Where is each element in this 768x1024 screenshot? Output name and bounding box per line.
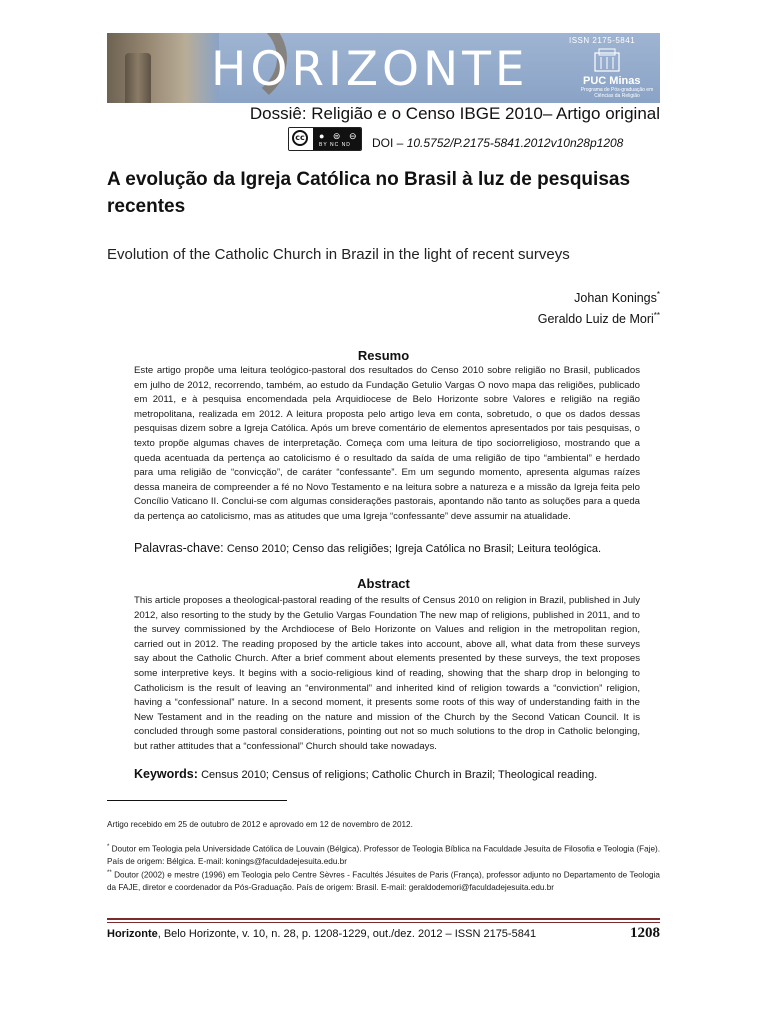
footnote-2 bbox=[107, 867, 660, 895]
footnote-received: Artigo recebido em 25 de outubro de 2012 e aprovado em 12 de novembro de 2012. bbox=[107, 820, 413, 829]
journal-name: HORIZONTE bbox=[211, 42, 529, 97]
license-text: BY NC ND bbox=[319, 142, 351, 148]
footer-journal-name: Horizonte bbox=[107, 928, 158, 940]
footnote-text: Doutor (2002) e mestre (1996) em Teologia pelo Centre Sèvres - Facultés Jésuites de Paris (França), professor adjunto no Departamento de Teologia da FAJE, diretor e coordenador da Pós-Graduação. País de origem: Brasil. E-mail: geraldodemori@faculdadejesuita.edu.br bbox=[107, 870, 660, 893]
footnote-text: Doutor em Teologia pela Universidade Católica de Louvain (Bélgica). Professor de Teologia Bíblica na Faculdade Jesuíta de Filosofia e Teologia (Faje). País de origem: Bélgica. E-mail: konings@faculdadejesuita.edu.br bbox=[107, 844, 660, 867]
cc-logo-icon: cc bbox=[292, 130, 308, 146]
footnote-mark: * bbox=[107, 844, 110, 850]
license-icons: ● ⊜ ⊖ bbox=[319, 131, 360, 141]
doi-line bbox=[372, 136, 623, 150]
article-title-en: Evolution of the Catholic Church in Brazil in the light of recent surveys bbox=[107, 246, 570, 263]
author-name: Johan Konings bbox=[574, 291, 657, 306]
author-2 bbox=[538, 311, 660, 326]
author-1 bbox=[574, 290, 660, 305]
keywords-pt bbox=[134, 541, 660, 555]
keywords-en bbox=[134, 767, 660, 781]
footer-citation bbox=[107, 928, 536, 940]
institution-name: PUC Minas bbox=[583, 75, 641, 87]
author-footnote-mark[interactable]: * bbox=[656, 290, 660, 299]
keywords-values: Census 2010; Census of religions; Catholic Church in Brazil; Theological reading. bbox=[201, 769, 598, 781]
doi-prefix: DOI – bbox=[372, 136, 407, 150]
page-number: 1208 bbox=[630, 925, 660, 941]
keywords-label: Palavras-chave: bbox=[134, 541, 224, 555]
keywords-label: Keywords: bbox=[134, 767, 198, 781]
footer-divider-thin bbox=[107, 922, 660, 923]
resumo-text: Este artigo propõe uma leitura teológico-pastoral dos resultados do Censo 2010 sobre religião no Brasil, publicados em julho de 2012, recorrendo, também, ao estudo da Fundação Getulio Vargas O novo mapa das religiões, publicado em 2011, e à pesquisa encomendada pela Arquidiocese de Belo Horizonte sobre Valores e religião na região metropolitana, realizada em 2012. A leitura proposta pelo artigo leva em conta, sobretudo, o que os dados dessas pesquisas dizem sobre a Igreja Católica. Após um breve comentário de elementos apresentados por tais pesquisas, o texto propõe algumas chaves de interpretação. Começa com uma leitura de tipo sociorreligioso, mostrando que a queda acentuada da pertença ao catolicismo é o resultado da saída de uma religião de tipo “ambiental” e herdado para uma religião de “convicção”, de caráter “confessante”. Em um segundo momento, apresenta algumas raízes dessa maneira de compreender a fé no Novo Testamento e na leitura sobre a natureza e a missão da Igreja feita pelo Concílio Vaticano II. Conclui-se com algumas considerações pastorais, apontando não tanto as soluções para a queda da pertença ao catolicismo, mas as atitudes que uma Igreja “confessante” deve assumir na atualidade. bbox=[134, 365, 640, 522]
dossier-label: Dossiê: Religião e o Censo IBGE 2010– Artigo original bbox=[249, 104, 660, 123]
keywords-values: Censo 2010; Censo das religiões; Igreja Católica no Brasil; Leitura teológica. bbox=[226, 543, 602, 555]
resumo-heading: Resumo bbox=[357, 348, 410, 363]
author-name: Geraldo Luiz de Mori bbox=[537, 312, 654, 327]
footnote-divider bbox=[107, 800, 287, 801]
footer-divider bbox=[107, 918, 660, 920]
abstract-text: This article proposes a theological-pastoral reading of the results of Census 2010 on religion in Brazil, published in July 2012, also resorting to the study by the Getulio Vargas Foundation The new map of religions, published in 2011, and to the survey commissioned by the Archdiocese of Belo Horizonte on Values and religion in the metropolitan region, carried out in 2012. The reading proposed by the article takes into account, above all, what data from these surveys say about the Catholic Church. After a brief comment about elements presented by these surveys, the text proposes some interpretive keys. It begins with a socio-religious kind of reading, showing that the sharp drop in belonging to Catholicism is the result of leaving an “environmental” and inherited kind of religion towards a “conviction” religion, having a “confessional” nature. In a second moment, it presents some roots of this way of understanding faith in the New Testament and in the reading on the nature and mission of the Church by the Second Vatican Council. It is concluded through some pastoral considerations, pointing out not so much solutions to the drop in Catholic belonging, but rather attitudes that a “confessional” Church should take nowadays. bbox=[134, 595, 640, 752]
article-title-pt: A evolução da Igreja Católica no Brasil à luz de pesquisas recentes bbox=[107, 169, 631, 217]
banner-arch-image bbox=[107, 33, 219, 103]
puc-seal-icon bbox=[589, 47, 625, 75]
program-name: Programa de Pós-graduação em Ciências da Religião bbox=[580, 87, 654, 99]
footnote-1 bbox=[107, 841, 660, 869]
doi-link[interactable]: 10.5752/P.2175-5841.2012v10n28p1208 bbox=[406, 136, 624, 150]
banner-issn: ISSN 2175-5841 bbox=[569, 36, 636, 45]
footer-citation-text: , Belo Horizonte, v. 10, n. 28, p. 1208-1229, out./dez. 2012 – ISSN 2175-5841 bbox=[157, 928, 537, 940]
journal-banner bbox=[107, 33, 660, 103]
abstract-heading: Abstract bbox=[357, 576, 410, 591]
creative-commons-badge[interactable] bbox=[288, 127, 362, 151]
author-footnote-mark[interactable]: ** bbox=[653, 311, 660, 320]
footnote-mark: ** bbox=[107, 870, 112, 876]
